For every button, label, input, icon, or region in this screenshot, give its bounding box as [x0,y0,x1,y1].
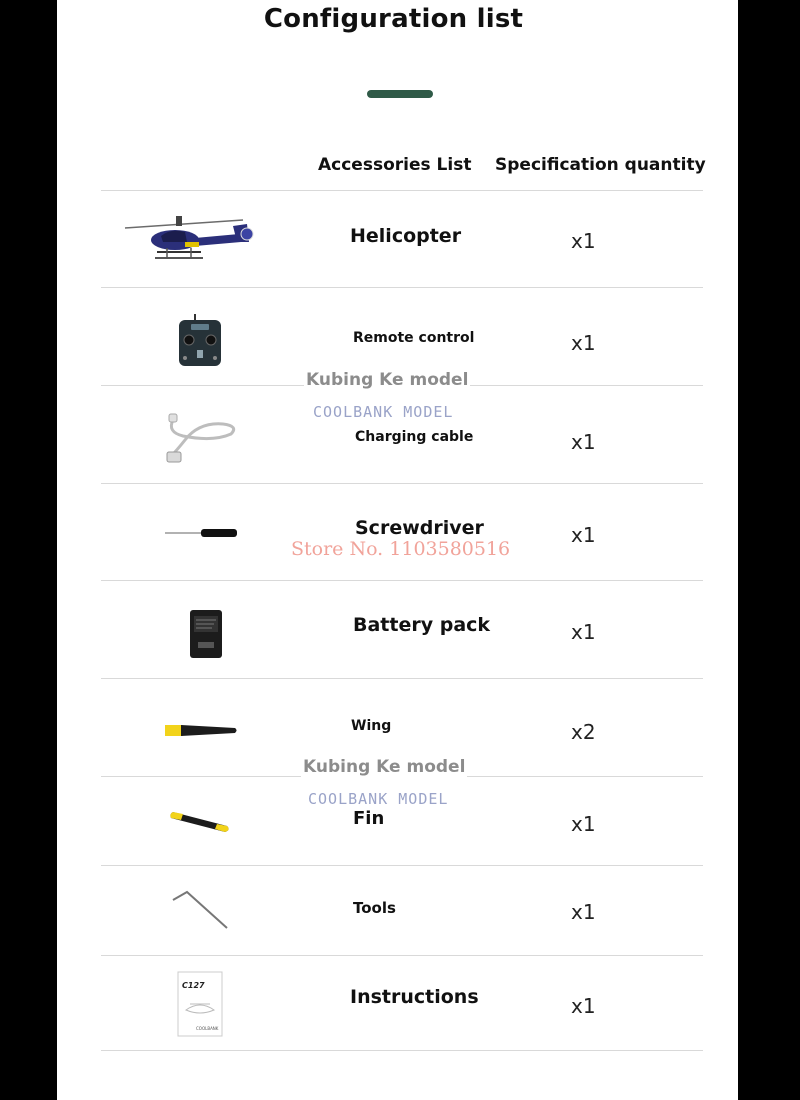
title-accent-bar [367,90,433,98]
watermark-kubing: Kubing Ke model [303,757,466,777]
item-quantity: x1 [571,523,596,547]
helicopter-icon [121,212,263,264]
configuration-page [57,0,738,1100]
watermark-kubing: Kubing Ke model [306,370,469,390]
row-divider [101,287,703,288]
item-name: Battery pack [353,614,491,636]
row-divider [101,190,703,191]
watermark-coolbank: COOLBANK MODEL [313,403,454,421]
item-quantity: x1 [571,812,596,836]
watermark-coolbank: COOLBANK MODEL [308,790,449,808]
item-quantity: x1 [571,229,596,253]
row-divider [101,1050,703,1051]
item-quantity: x1 [571,900,596,924]
tools-icon [169,888,231,932]
item-name: Screwdriver [355,517,484,539]
fin-icon [169,806,233,834]
item-quantity: x2 [571,720,596,744]
row-divider [101,483,703,484]
item-quantity: x1 [571,620,596,644]
item-quantity: x1 [571,430,596,454]
row-divider [101,580,703,581]
page-title: Configuration list [263,4,524,34]
row-divider [101,678,703,679]
item-name: Wing [351,718,392,734]
accessories-list-header: Accessories List [318,155,472,175]
item-name: Tools [353,899,396,917]
item-name: Instructions [350,986,479,1008]
wing-icon [163,722,239,738]
battery-pack-icon [188,608,224,660]
svg-text:COOLBANK: COOLBANK [196,1026,219,1031]
screwdriver-icon [163,526,239,540]
remote-control-icon [175,314,225,368]
item-name: Fin [353,808,385,829]
watermark-store-number: Store No. 1103580516 [291,538,511,560]
charging-cable-icon [163,412,239,464]
item-name: Charging cable [355,429,474,445]
svg-text:C127: C127 [182,981,205,990]
instructions-icon [176,970,226,1038]
item-quantity: x1 [571,331,596,355]
row-divider [101,955,703,956]
item-quantity: x1 [571,994,596,1018]
item-name: Helicopter [350,225,462,247]
specification-quantity-header: Specification quantity [495,155,706,175]
row-divider [101,865,703,866]
item-name: Remote control [353,330,475,346]
